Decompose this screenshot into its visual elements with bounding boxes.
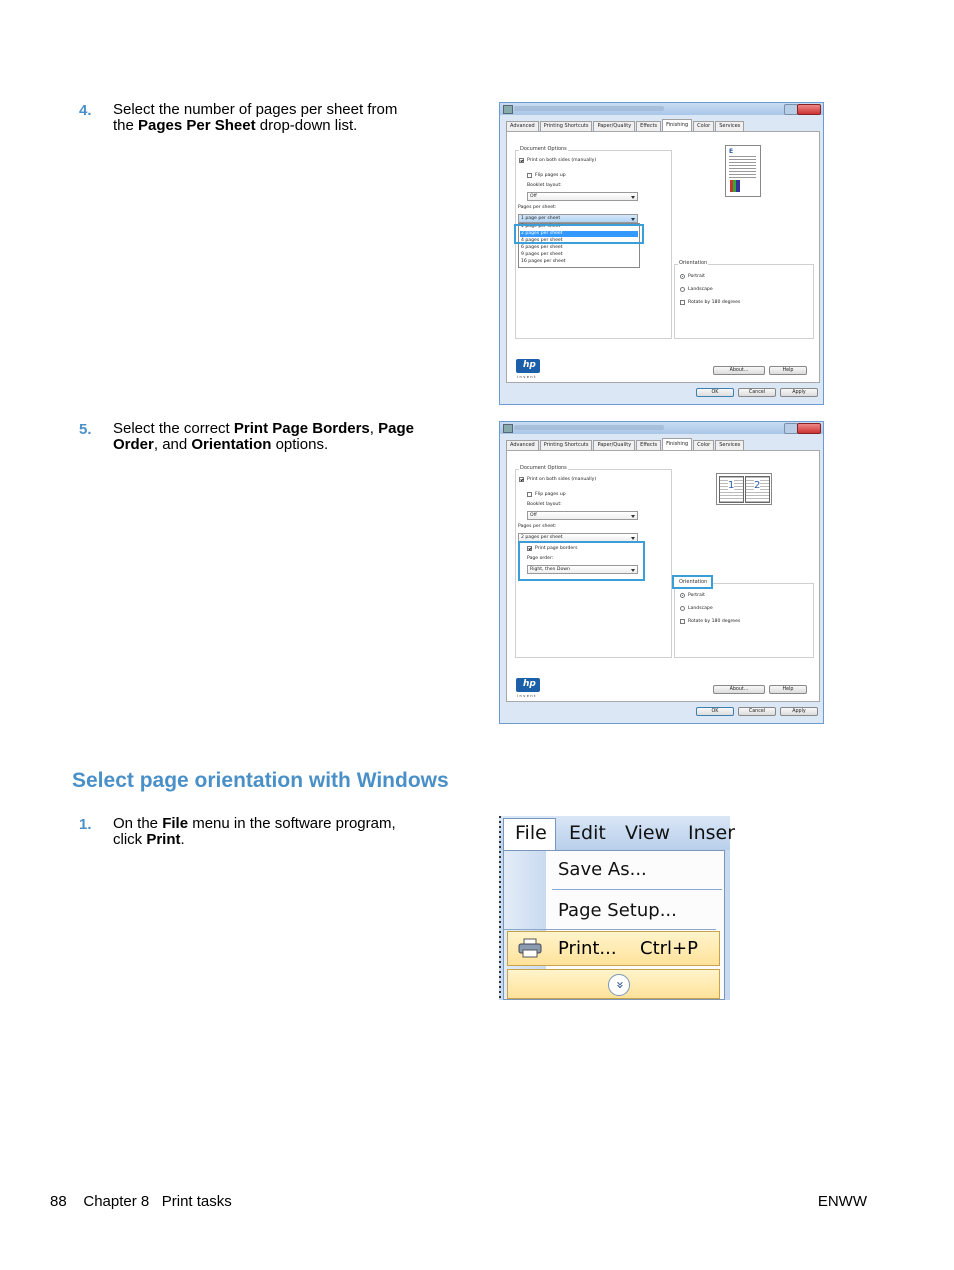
preview-page-1 <box>719 476 744 503</box>
file-dropdown <box>503 850 725 1000</box>
page-number: 88 <box>50 1193 67 1210</box>
print-page-borders-label: Print page borders <box>535 546 578 551</box>
rotate-label: Rotate by 180 degrees <box>688 619 741 624</box>
menu-separator <box>552 889 722 890</box>
booklet-layout-select[interactable] <box>527 511 638 520</box>
page-order-select[interactable] <box>527 565 638 574</box>
close-button[interactable] <box>797 423 821 434</box>
tab-strip <box>506 440 745 450</box>
step-text-line: menu in the software program, <box>188 815 396 832</box>
list-item[interactable]: 16 pages per sheet <box>521 259 566 264</box>
ok-button[interactable]: OK <box>696 388 734 397</box>
step-text-bold: Pages Per Sheet <box>138 117 256 134</box>
step-text-line: options. <box>271 436 329 453</box>
dialog-title <box>514 106 664 111</box>
step-text-line: the <box>113 117 139 134</box>
chevron-down-icon <box>631 515 635 518</box>
print-label: Print... <box>558 938 617 959</box>
cancel-button[interactable]: Cancel <box>738 388 776 397</box>
step-text-bold: File <box>162 815 189 832</box>
minimize-button[interactable] <box>784 423 798 434</box>
step-text <box>113 102 397 134</box>
printer-icon <box>518 938 542 958</box>
step-text-line: , and <box>153 436 192 453</box>
booklet-layout-label: Booklet layout: <box>527 502 562 507</box>
rotate-checkbox[interactable] <box>680 619 685 624</box>
orientation-label: Orientation <box>679 579 708 585</box>
step-text-bold: Print <box>146 831 181 848</box>
step-text-line: On the <box>113 815 163 832</box>
step-text-line: Select the correct <box>113 420 234 437</box>
document-options-label: Document Options <box>520 465 567 471</box>
preview-chart-icon <box>730 180 740 192</box>
finishing-panel <box>506 450 820 702</box>
dialog-title <box>514 425 664 430</box>
step-text-bold: Print Page Borders <box>233 420 370 437</box>
tab-advanced[interactable]: Advanced <box>506 440 539 450</box>
apply-button[interactable]: Apply <box>780 388 818 397</box>
printer-icon <box>503 105 513 114</box>
toolbar-grip <box>499 816 501 1000</box>
booklet-layout-select[interactable] <box>527 192 638 201</box>
list-item[interactable]: 6 pages per sheet <box>521 245 563 250</box>
portrait-radio[interactable] <box>680 593 685 598</box>
chapter-title: Print tasks <box>161 1193 232 1210</box>
menu-separator <box>504 929 716 930</box>
footer-left <box>50 1193 232 1210</box>
tab-paper-quality[interactable]: Paper/Quality <box>593 440 635 450</box>
menu-item-save-as[interactable]: Save As... <box>558 859 647 880</box>
flip-pages-checkbox[interactable] <box>527 492 532 497</box>
page-order-value: Right, then Down <box>530 567 570 572</box>
pages-per-sheet-value: 2 pages per sheet <box>521 535 563 540</box>
minimize-button[interactable] <box>784 104 798 115</box>
file-menu-screenshot <box>499 816 736 1000</box>
chevron-down-icon <box>631 218 635 221</box>
menu-item-print[interactable] <box>507 931 720 966</box>
tab-services[interactable]: Services <box>715 121 744 131</box>
preview-page-number: 1 <box>728 480 735 491</box>
menu-item-page-setup[interactable]: Page Setup... <box>558 900 677 921</box>
pages-per-sheet-label: Pages per sheet: <box>518 205 557 210</box>
step-text-bold: Page <box>378 420 414 437</box>
document-options-label: Document Options <box>520 146 567 152</box>
step-text-line: Select the number of pages per sheet from <box>113 101 398 118</box>
landscape-radio[interactable] <box>680 287 685 292</box>
menu-insert[interactable]: Inser <box>688 822 736 844</box>
hp-invent-text: invent <box>517 375 538 379</box>
print-both-sides-checkbox[interactable] <box>519 158 524 163</box>
list-item[interactable]: 4 pages per sheet <box>521 238 563 243</box>
footer-right: ENWW <box>817 1193 867 1210</box>
about-button[interactable]: About... <box>713 366 765 375</box>
menu-view[interactable]: View <box>625 822 671 844</box>
page-preview <box>725 145 761 197</box>
step-text-line: . <box>180 831 185 848</box>
tab-finishing[interactable]: Finishing <box>662 438 692 450</box>
flip-pages-label: Flip pages up <box>535 173 566 178</box>
chevron-down-icon <box>631 537 635 540</box>
printer-icon <box>503 424 513 433</box>
hp-invent-text: invent <box>517 694 538 698</box>
landscape-radio[interactable] <box>680 606 685 611</box>
pages-per-sheet-value: 1 page per sheet <box>521 216 561 221</box>
page-order-label: Page order: <box>527 556 554 561</box>
print-both-sides-checkbox[interactable] <box>519 477 524 482</box>
step-text-line: , <box>369 420 379 437</box>
rotate-label: Rotate by 180 degrees <box>688 300 741 305</box>
cancel-button[interactable]: Cancel <box>738 707 776 716</box>
tab-finishing[interactable]: Finishing <box>662 119 692 131</box>
tab-printing-shortcuts[interactable]: Printing Shortcuts <box>540 440 593 450</box>
tab-color[interactable]: Color <box>693 440 714 450</box>
preview-lines <box>729 156 756 178</box>
ok-button[interactable]: OK <box>696 707 734 716</box>
booklet-layout-label: Booklet layout: <box>527 183 562 188</box>
orientation-label: Orientation <box>679 260 708 266</box>
preview-letter: E <box>729 148 734 155</box>
booklet-layout-value: Off <box>530 194 537 199</box>
tab-paper-quality[interactable]: Paper/Quality <box>593 121 635 131</box>
step-text-line: click <box>113 831 147 848</box>
dialog-title-bar <box>500 103 823 115</box>
preview-page-number: 2 <box>754 480 761 491</box>
hp-logo <box>516 678 540 692</box>
booklet-layout-value: Off <box>530 513 537 518</box>
portrait-label: Portrait <box>688 274 705 279</box>
about-button[interactable]: About... <box>713 685 765 694</box>
print-shortcut: Ctrl+P <box>640 938 698 959</box>
tab-color[interactable]: Color <box>693 121 714 131</box>
flip-pages-checkbox[interactable] <box>527 173 532 178</box>
step-number: 4. <box>79 102 92 119</box>
step-text <box>113 421 414 453</box>
portrait-radio[interactable] <box>680 274 685 279</box>
step-text-line: drop-down list. <box>255 117 358 134</box>
step-text-bold: Order <box>113 436 154 453</box>
print-page-borders-checkbox[interactable] <box>527 546 532 551</box>
menu-file[interactable]: File <box>515 822 547 844</box>
pages-per-sheet-select[interactable] <box>518 214 638 223</box>
expand-menu-button[interactable] <box>507 969 720 999</box>
chevron-down-icon <box>631 569 635 572</box>
tab-printing-shortcuts[interactable]: Printing Shortcuts <box>540 121 593 131</box>
pages-per-sheet-label: Pages per sheet: <box>518 524 557 529</box>
close-button[interactable] <box>797 104 821 115</box>
tab-services[interactable]: Services <box>715 440 744 450</box>
preview-page-2 <box>745 476 770 503</box>
printer-properties-dialog <box>499 102 824 405</box>
finishing-panel <box>506 131 820 383</box>
tab-advanced[interactable]: Advanced <box>506 121 539 131</box>
printer-properties-dialog <box>499 421 824 724</box>
callout-highlight <box>514 224 644 244</box>
list-item-selected[interactable]: 2 pages per sheet <box>521 231 563 236</box>
chevron-down-icon <box>631 196 635 199</box>
landscape-label: Landscape <box>688 287 713 292</box>
section-title: Select page orientation with Windows <box>72 769 449 792</box>
double-chevron-down-icon: » <box>608 974 630 996</box>
tab-effects[interactable]: Effects <box>636 121 661 131</box>
step-text <box>113 816 396 848</box>
step-number: 5. <box>79 421 92 438</box>
print-both-sides-label: Print on both sides (manually) <box>527 158 597 163</box>
menu-edit[interactable]: Edit <box>569 822 606 844</box>
chapter-label: Chapter 8 <box>83 1193 150 1210</box>
hp-logo <box>516 359 540 373</box>
print-both-sides-label: Print on both sides (manually) <box>527 477 597 482</box>
tab-effects[interactable]: Effects <box>636 440 661 450</box>
list-item[interactable]: 9 pages per sheet <box>521 252 563 257</box>
tab-strip <box>506 121 745 131</box>
help-button[interactable]: Help <box>769 685 807 694</box>
apply-button[interactable]: Apply <box>780 707 818 716</box>
rotate-checkbox[interactable] <box>680 300 685 305</box>
flip-pages-label: Flip pages up <box>535 492 566 497</box>
step-number: 1. <box>79 816 92 833</box>
page-preview <box>716 473 772 505</box>
portrait-label: Portrait <box>688 593 705 598</box>
step-text-bold: Orientation <box>191 436 272 453</box>
landscape-label: Landscape <box>688 606 713 611</box>
help-button[interactable]: Help <box>769 366 807 375</box>
dialog-title-bar <box>500 422 823 434</box>
list-item[interactable]: 1 page per sheet <box>521 224 561 229</box>
